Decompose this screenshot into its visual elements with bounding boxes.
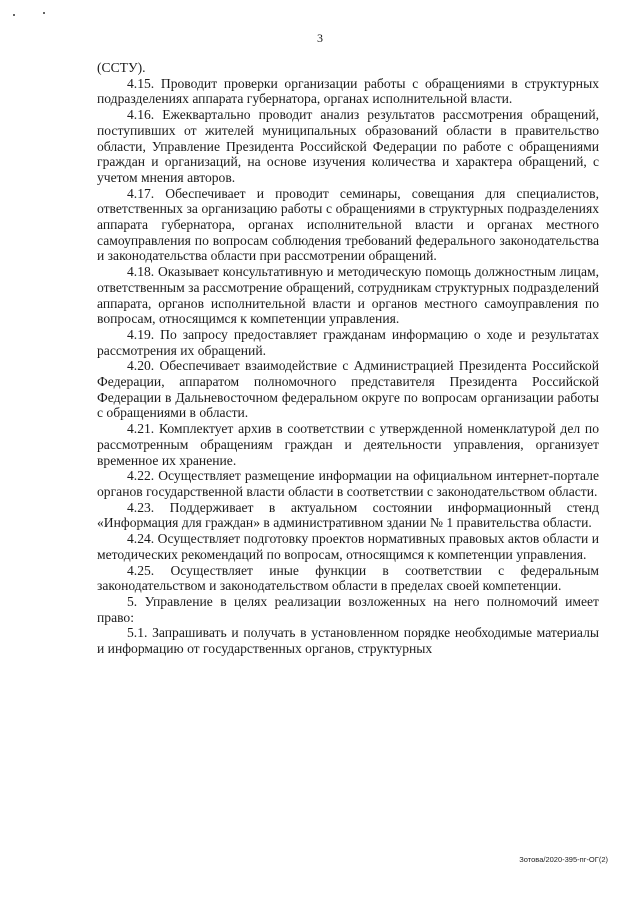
- scan-speck: [43, 12, 45, 14]
- paragraph-4-16: 4.16. Ежеквартально проводит анализ результатов рассмотрения обращений, поступивших от жителей муниципальных образований области в правительство области, Управление Президента Российской Федерации по работе с обращениями граждан и организаций, на основе изучения количества и характера обращений, с учетом мнения авторов.: [97, 107, 599, 185]
- document-body: [97, 60, 599, 657]
- scan-speck: [13, 14, 15, 16]
- document-reference-code: Зотова/2020-395-пг-ОГ(2): [519, 855, 608, 864]
- paragraph-5-1: 5.1. Запрашивать и получать в установленном порядке необходимые материалы и информацию от государственных органов, структурных: [97, 625, 599, 657]
- page-number: 3: [317, 31, 323, 45]
- paragraph-4-15: 4.15. Проводит проверки организации работы с обращениями в структурных подразделениях аппарата губернатора, органах исполнительной власти.: [97, 75, 599, 107]
- paragraph-continuation: (ССТУ).: [97, 60, 146, 75]
- paragraph-4-25: 4.25. Осуществляет иные функции в соответствии с федеральным законодательством и законодательством области в пределах своей компетенции.: [97, 562, 599, 594]
- paragraph-4-20: 4.20. Обеспечивает взаимодействие с Администрацией Президента Российской Федерации, аппаратом полномочного представителя Президента Российской Федерации в Дальневосточном федеральном округе по вопросам организации работы с обращениями в области.: [97, 358, 599, 421]
- paragraph-4-18: 4.18. Оказывает консультативную и методическую помощь должностным лицам, ответственным за рассмотрение обращений, сотрудникам структурных подразделений аппарата, органов исполнительной власти и органов местного самоуправления по вопросам, относящимся к компетенции управления.: [97, 264, 599, 327]
- paragraph-4-19: 4.19. По запросу предоставляет гражданам информацию о ходе и результатах рассмотрения их обращений.: [97, 326, 599, 358]
- paragraph-5: 5. Управление в целях реализации возложенных на него полномочий имеет право:: [97, 593, 599, 625]
- paragraph-4-17: 4.17. Обеспечивает и проводит семинары, совещания для специалистов, ответственных за организацию работы с обращениями в структурных подразделениях аппарата губернатора, органах исполнительной власти и органах местного самоуправления по вопросам соблюдения требований федерального законодательства и законодательства области при рассмотрении обращений.: [97, 185, 599, 264]
- paragraph-4-23: 4.23. Поддерживает в актуальном состоянии информационный стенд «Информация для граждан» в административном здании № 1 правительства области.: [97, 499, 599, 531]
- paragraph-4-24: 4.24. Осуществляет подготовку проектов нормативных правовых актов области и методических рекомендаций по вопросам, относящимся к компетенции управления.: [97, 531, 599, 562]
- paragraph-4-21: 4.21. Комплектует архив в соответствии с утвержденной номенклатурой дел по рассмотренным обращениям граждан и деятельности управления, организует временное их хранение.: [97, 421, 599, 468]
- paragraph-4-22: 4.22. Осуществляет размещение информации на официальном интернет-портале органов государственной власти области в соответствии с законодательством области.: [97, 468, 599, 499]
